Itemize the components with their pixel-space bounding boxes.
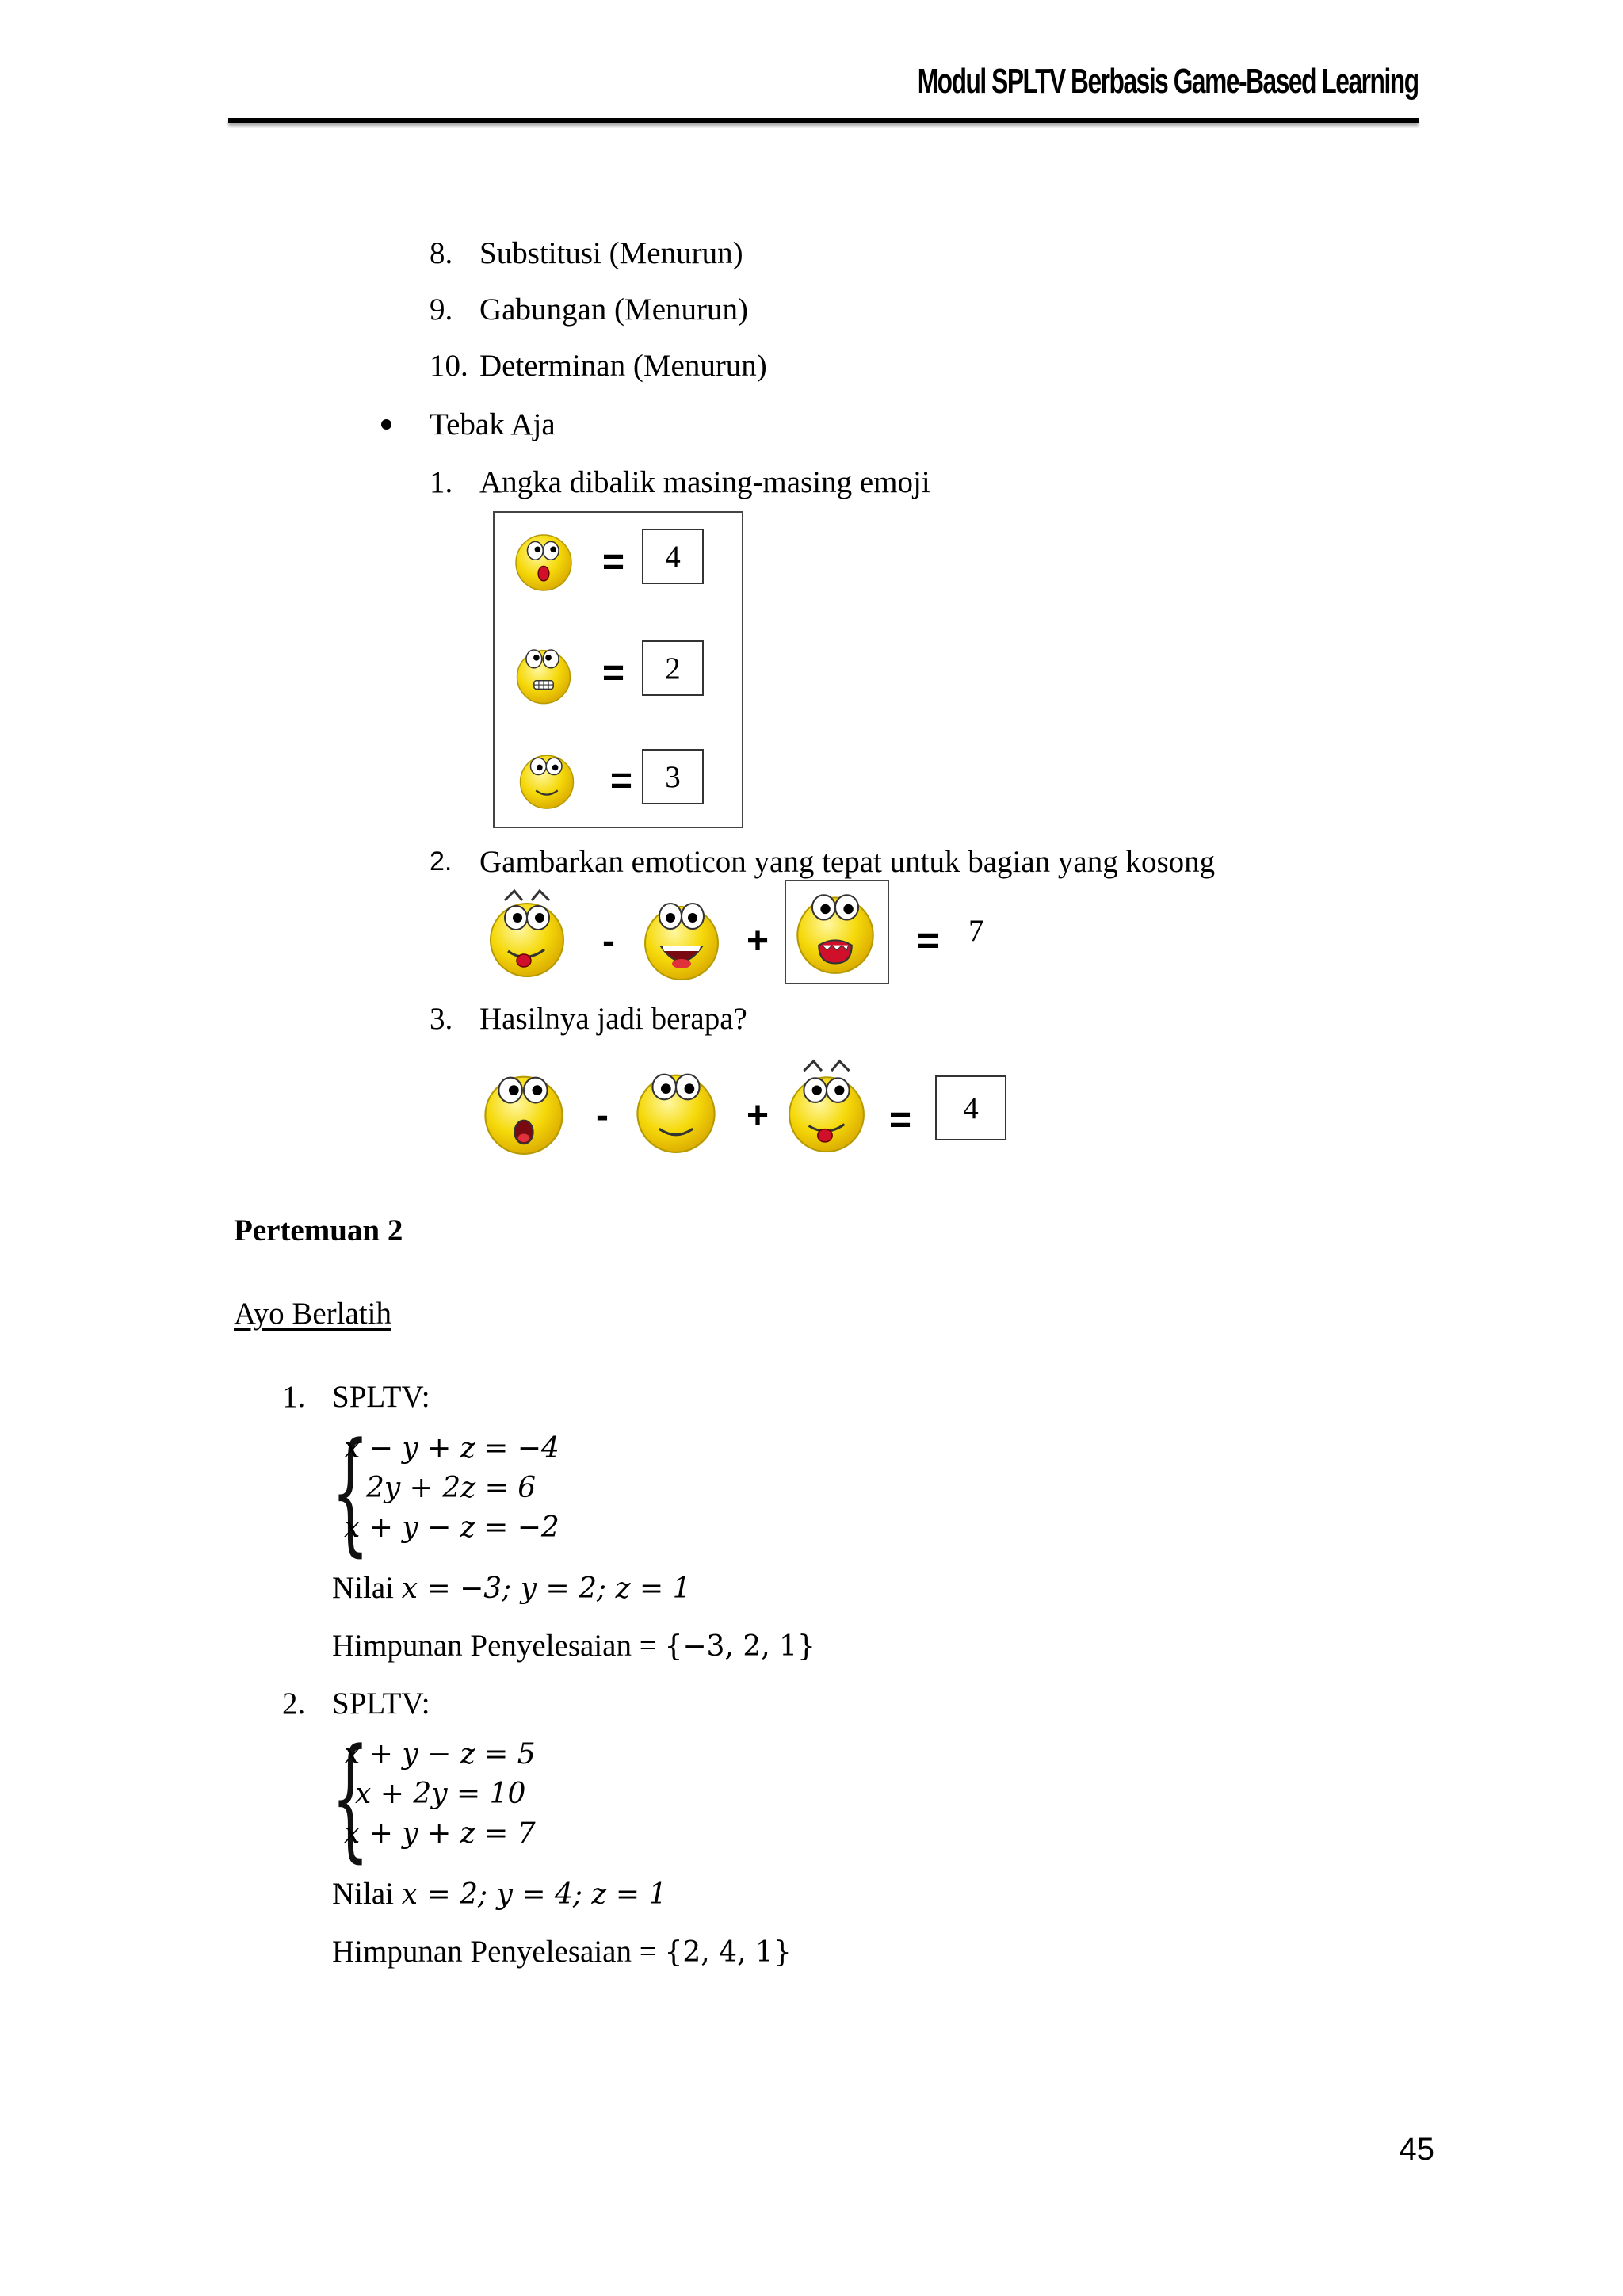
plus-sign: + bbox=[747, 1095, 769, 1137]
exercise-number: 2. bbox=[282, 1687, 306, 1721]
answer-box: 3 bbox=[642, 749, 704, 804]
tongue-face-icon bbox=[487, 886, 567, 981]
page-number: 45 bbox=[1399, 2132, 1434, 2167]
surprised-face-icon bbox=[514, 533, 574, 593]
shouting-face-icon bbox=[794, 888, 876, 976]
solution-values: Nilai x = −3; y = 2; z = 1 bbox=[332, 1571, 691, 1605]
answer-box: 4 bbox=[935, 1075, 1006, 1140]
smiling-face-icon bbox=[634, 1065, 718, 1154]
exercise-number: 1. bbox=[282, 1380, 306, 1414]
puzzle2-result: 7 bbox=[968, 914, 984, 948]
equation-line: x + y − z = −2 bbox=[344, 1511, 559, 1544]
minus-sign: - bbox=[602, 920, 615, 962]
equals-sign: = bbox=[917, 920, 940, 962]
list-item: 8. bbox=[430, 236, 453, 270]
equals-sign: = bbox=[602, 541, 625, 583]
list-item-text: Hasilnya jadi berapa? bbox=[479, 1002, 747, 1036]
list-item-number: 1. bbox=[430, 465, 453, 499]
answer-box: 2 bbox=[642, 640, 704, 696]
exercise-label: SPLTV: bbox=[332, 1380, 430, 1414]
grinning-face-icon bbox=[642, 894, 721, 983]
list-item-number: 2. bbox=[430, 846, 453, 877]
plus-sign: + bbox=[747, 920, 769, 962]
equals-sign: = bbox=[889, 1099, 912, 1141]
list-item: 10. bbox=[430, 349, 468, 383]
subsection-heading: Ayo Berlatih bbox=[234, 1297, 391, 1331]
system-brace: { bbox=[331, 1414, 370, 1569]
equation-line: x − y + z = −4 bbox=[344, 1432, 559, 1465]
equation-line: x + y − z = 5 bbox=[344, 1738, 536, 1771]
section-label-tebak-aja: Tebak Aja bbox=[430, 407, 556, 441]
list-item-text: Gabungan (Menurun) bbox=[479, 292, 748, 327]
system-brace: { bbox=[331, 1720, 370, 1875]
section-heading: Pertemuan 2 bbox=[234, 1213, 403, 1247]
solution-values: Nilai x = 2; y = 4; z = 1 bbox=[332, 1877, 667, 1911]
equation-line: x + y + z = 7 bbox=[344, 1817, 536, 1850]
exercise-label: SPLTV: bbox=[332, 1687, 430, 1721]
equation-line: x + 2y = 10 bbox=[355, 1778, 526, 1810]
answer-box: 4 bbox=[642, 529, 704, 584]
bullet-icon bbox=[381, 419, 391, 430]
header-title: Modul SPLTV Berbasis Game-Based Learning bbox=[918, 62, 1419, 101]
tongue-face-icon bbox=[786, 1054, 867, 1157]
solution-set: Himpunan Penyelesaian = {2, 4, 1} bbox=[332, 1935, 792, 1969]
equals-sign: = bbox=[602, 652, 625, 694]
list-item-number: 3. bbox=[430, 1002, 453, 1036]
list-item-text: Gambarkan emoticon yang tepat untuk bagian yang kosong bbox=[479, 845, 1216, 879]
header-rule bbox=[228, 118, 1419, 123]
list-item: 9. bbox=[430, 292, 453, 327]
equation-line: 2y + 2z = 6 bbox=[366, 1472, 537, 1504]
minus-sign: - bbox=[596, 1095, 609, 1137]
equals-sign: = bbox=[610, 760, 633, 802]
smiling-face-icon bbox=[517, 748, 577, 812]
grimacing-face-icon bbox=[514, 642, 574, 705]
list-item-text: Determinan (Menurun) bbox=[479, 349, 767, 383]
solution-set: Himpunan Penyelesaian = {−3, 2, 1} bbox=[332, 1629, 815, 1663]
list-item-text: Angka dibalik masing-masing emoji bbox=[479, 465, 930, 499]
surprised-face-icon bbox=[482, 1067, 566, 1156]
list-item-text: Substitusi (Menurun) bbox=[479, 236, 743, 270]
